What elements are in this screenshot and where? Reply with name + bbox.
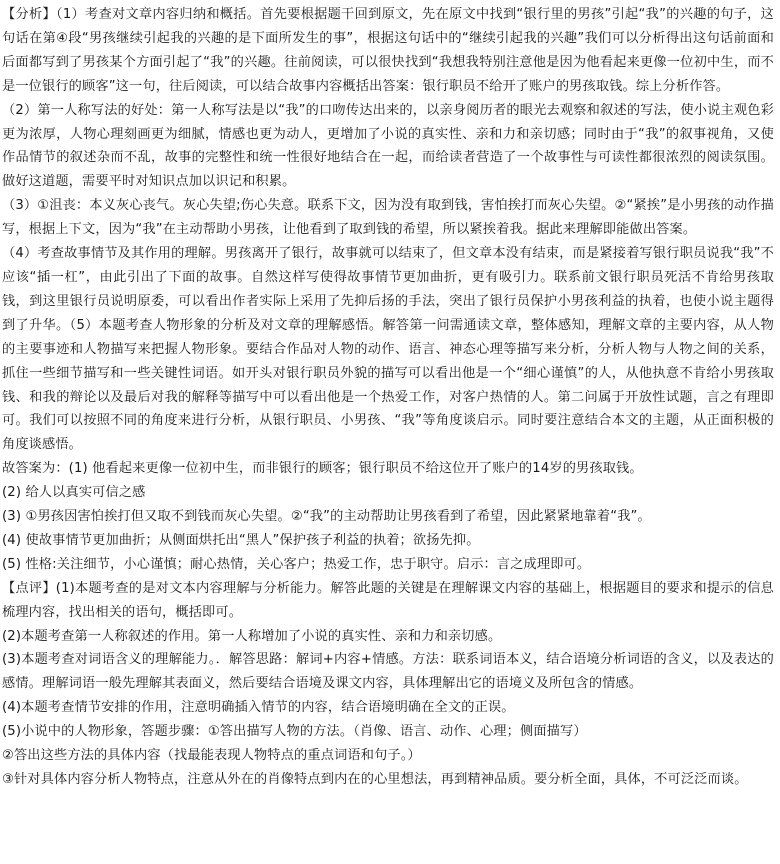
answer-analysis-document — [2, 3, 774, 792]
analysis-paragraph-3: （3）①沮丧：本义灰心丧气。灰心失望;伤心失意。联系下文，因为没有取到钱，害怕挨打而灰心失望。②“紧挨”是小男孩的动作描写，根据上下文，因为“我”在主动帮助小男孩，让他看到了取到钱的希望，所以紧挨着我。据此来理解即能做出答案。 — [2, 198, 774, 238]
answer-line-3: (3) ①男孩因害怕挨打但又取不到钱而灰心失望。②“我”的主动帮助让男孩看到了希望，因此紧紧地靠着“我”。 — [2, 509, 651, 525]
analysis-paragraph-2: （2）第一人称写法的好处：第一人称写法是以“我”的口吻传达出来的，以亲身阅历者的眼光去观察和叙述的写法，使小说主观色彩更为浓厚，人物心理刻画更为细腻，情感也更为动人，更增加了小说的真实性、亲和力和亲切感；同时由于“我”的叙事视角，又使作品情节的叙述杂而不乱，故事的完整性和统一性很好地结合在一起，而给读者营造了一个故事性与可读性都很浓烈的阅读氛围。做好这道题，需要平时对知识点加以识记和积累。 — [2, 102, 774, 190]
analysis-paragraph-4-5: （4）考查故事情节及其作用的理解。男孩离开了银行，故事就可以结束了，但文章本没有结束，而是紧接着写银行职员说我“我”不应该“插一杠”，由此引出了下面的故事。自然这样写使得故事情节更加曲折，更有吸引力。联系前文银行职员死活不肯给男孩取钱，到这里银行员说明原委，可以看出作者实际上采用了先抑后扬的手法，突出了银行员保护小男孩利益的执着，也使小说主题得到了升华。（5）本题考查人物形象的分析及对文章的理解感悟。解答第一问需通读文章，整体感知，理解文章的主要内容，从人物的主要事迹和人物描写来把握人物形象。要结合作品对人物的动作、语言、神态心理等描写来分析，分析人物与人物之间的关系，抓住一些细节描写和一些关键性词语。如开头对银行职员外貌的描写可以看出他是一个“细心谨慎”的人，从他执意不肯给小男孩取钱、和我的辩论以及最后对我的解释等描写中可以看出他是一个热爱工作，对客户热情的人。第二问属于开放性试题，言之有理即可。我们可以按照不同的角度来进行分析，从银行职员、小男孩、“我”等角度谈启示。同时要注意结合本文的主题，从正面积极的角度谈感悟。 — [2, 246, 774, 453]
comment-paragraph-2: (2)本题考查第一人称叙述的作用。第一人称增加了小说的真实性、亲和力和亲切感。 — [2, 628, 502, 644]
answer-line-4: (4) 使故事情节更加曲折；从侧面烘托出“黑人”保护孩子利益的执着；欲扬先抑。 — [2, 532, 480, 548]
comment-step-3: ③针对具体内容分析人物特点，注意从外在的肖像特点到内在的心里想法，再到精神品质。要分析全面，具体，不可泛泛而谈。 — [2, 772, 748, 787]
answer-line-2: (2) 给人以真实可信之感 — [2, 485, 146, 501]
comment-paragraph-1: 【点评】(1)本题考查的是对文本内容理解与分析能力。解答此题的关键是在理解课文内容的基础上，根据题目的要求和提示的信息梳理内容，找出相关的语句，概括即可。 — [2, 580, 774, 620]
comment-step-2: ②答出这些方法的具体内容（找最能表现人物特点的重点词语和句子。） — [2, 748, 421, 764]
answer-line-5: (5) 性格:关注细节，小心谨慎；耐心热情，关心客户；热爱工作，忠于职守。启示：言之成理即可。 — [2, 556, 591, 572]
comment-paragraph-3: (3)本题考查对词语含义的理解能力。．解答思路：解词+内容+情感。方法：联系词语本义，结合语境分析词语的含义，以及表达的感情。理解词语一般先理解其表面义，然后要结合语境及课文内容，具体理解出它的语境义及所包含的情感。 — [2, 652, 774, 692]
comment-paragraph-5: (5)小说中的人物形象，答题步骤：①答出描写人物的方法。（肖像、语言、动作、心理；侧面描写） — [2, 724, 587, 740]
analysis-paragraph-1: 【分析】（1）考查对文章内容归纳和概括。首先要根据题干回到原文，先在原文中找到“银行里的男孩”引起“我”的兴趣的句子，这句话在第④段“男孩继续引起我的兴趣的是下面所发生的事”，根据这句话中的“继续引起我的兴趣”我们可以分析得出这句话前面和后面都写到了男孩某个方面引起了“我”的兴趣。往前阅读，可以很快找到“我想我特别注意他是因为他看起来更像一位初中生，而不是一位银行的顾客”这一句，往后阅读，可以结合故事内容概括出答案：银行职员不给开了账户的男孩取钱。综上分析作答。 — [2, 7, 774, 94]
answer-line-1: 故答案为：(1) 他看起来更像一位初中生，而非银行的顾客；银行职员不给这位开了账户的14岁的男孩取钱。 — [2, 461, 643, 477]
comment-paragraph-4: (4)本题考查情节安排的作用，注意明确插入情节的内容，结合语境明确在全文的正误。 — [2, 700, 515, 716]
